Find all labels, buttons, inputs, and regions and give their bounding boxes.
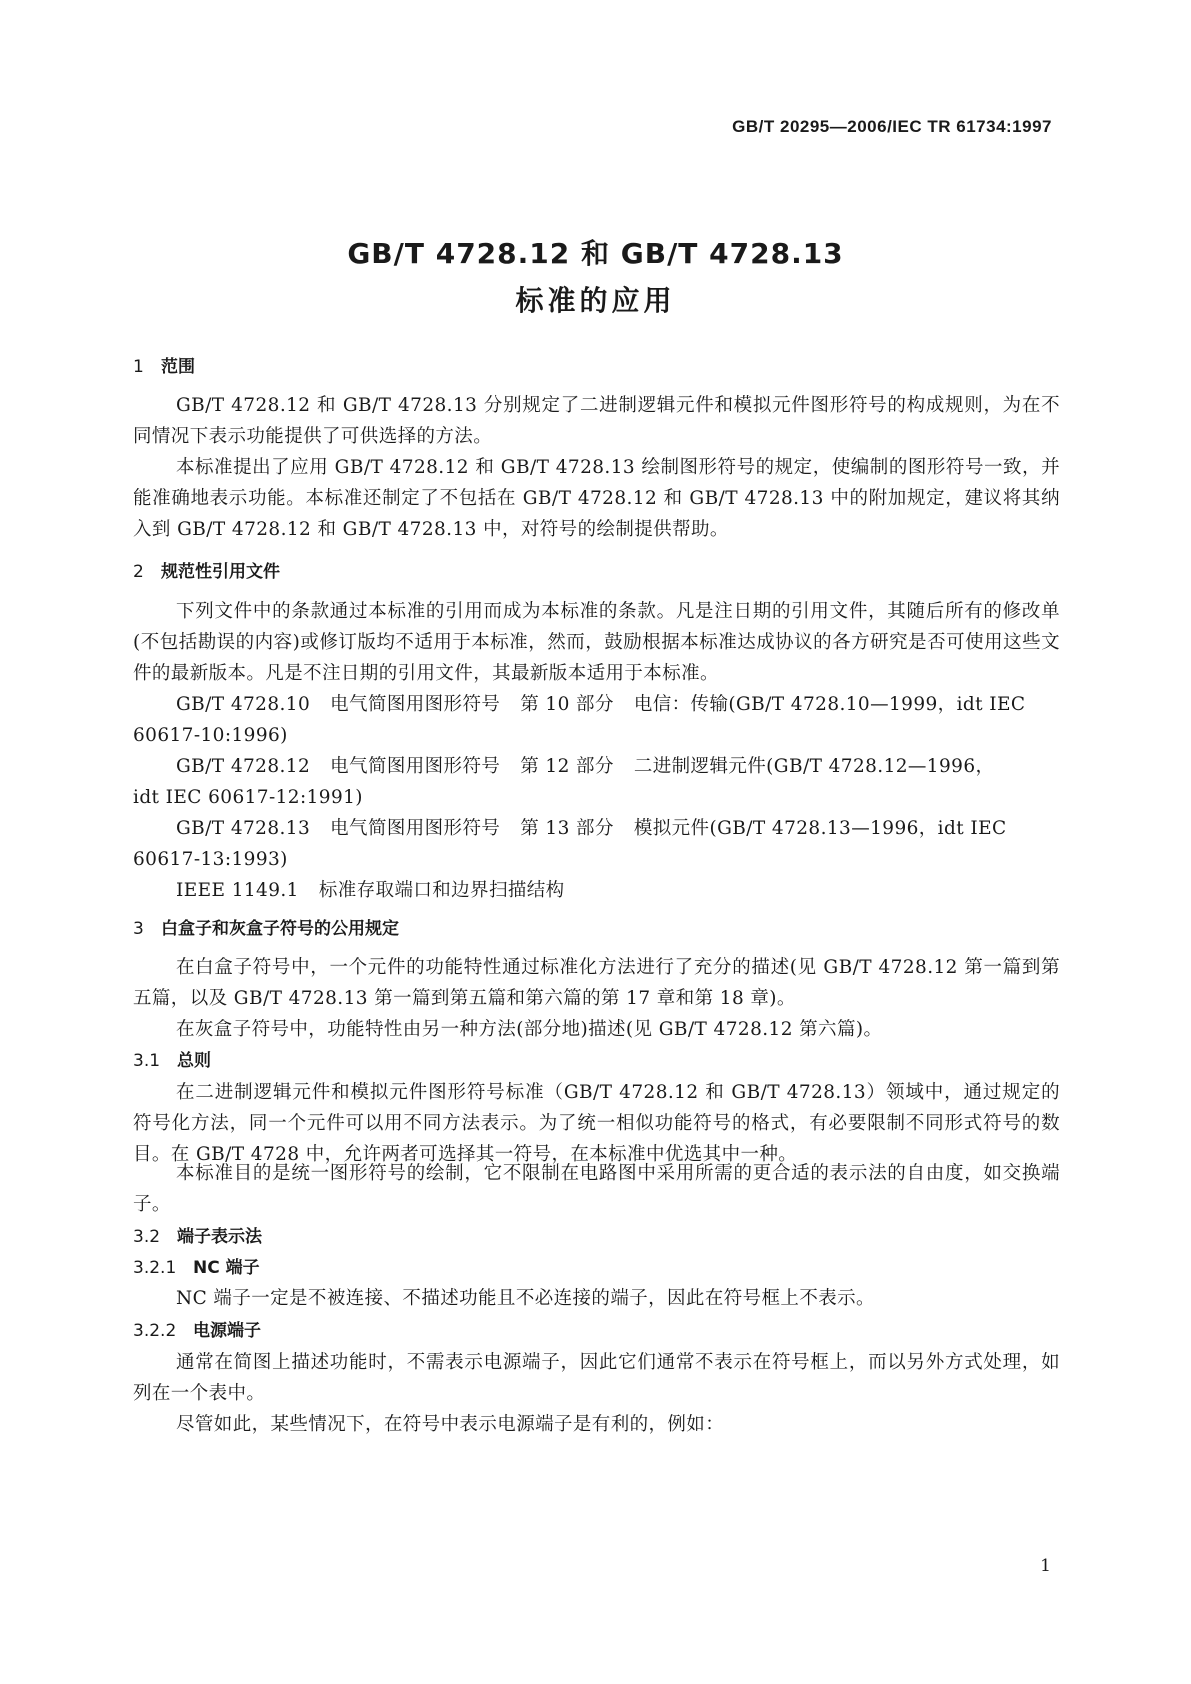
ref-detail-cont: 60617-10:1996) (133, 725, 288, 747)
section-heading-3-1 (133, 1046, 211, 1071)
section-title: 电源端子 (193, 1321, 261, 1341)
page-number: 1 (1040, 1556, 1051, 1576)
section-heading-3-2-1 (133, 1253, 260, 1278)
ref-detail: 模拟元件(GB/T 4728.13—1996，idt IEC (633, 818, 1007, 839)
section-heading-3-2 (133, 1222, 262, 1247)
section-number: 3 (133, 919, 144, 939)
paragraph: 本标准目的是统一图形符号的绘制，它不限制在电路图中采用所需的更合适的表示法的自由度，如交换端子。 (133, 1163, 1060, 1216)
ref-name: 电气简图用图形符号 (330, 756, 501, 777)
section-number: 3.2.2 (133, 1321, 177, 1341)
normative-reference (133, 875, 1060, 906)
section-number: 3.2.1 (133, 1258, 177, 1278)
section-title: 白盒子和灰盒子符号的公用规定 (161, 919, 399, 939)
section-title: 端子表示法 (177, 1227, 262, 1247)
document-title-line1: GB/T 4728.12 和 GB/T 4728.13 (347, 237, 844, 270)
ref-code: GB/T 4728.13 (176, 818, 311, 839)
paragraph: 在白盒子符号中，一个元件的功能特性通过标准化方法进行了充分的描述(见 GB/T 4728.12 第一篇到第五篇，以及 GB/T 4728.13 第一篇到第五篇和第六篇的第 17 章和第 18 章)。 (133, 957, 1060, 1010)
paragraph: NC 端子一定是不被连接、不描述功能且不必连接的端子，因此在符号框上不表示。 (176, 1288, 875, 1309)
ref-code: GB/T 4728.10 (176, 694, 311, 715)
ref-part: 第 12 部分 (520, 756, 614, 777)
ref-name: 电气简图用图形符号 (330, 818, 501, 839)
ref-detail: 二进制逻辑元件(GB/T 4728.12—1996， (633, 756, 995, 777)
section-heading-1 (133, 352, 195, 377)
ref-code: IEEE 1149.1 (176, 880, 299, 901)
ref-detail-cont: idt IEC 60617-12:1991) (133, 787, 363, 809)
section-title: 规范性引用文件 (161, 562, 280, 582)
ref-part: 第 13 部分 (520, 818, 614, 839)
section-title: NC 端子 (193, 1258, 260, 1278)
normative-reference (133, 813, 1060, 875)
paragraph: 通常在简图上描述功能时，不需表示电源端子，因此它们通常不表示在符号框上，而以另外方式处理，如列在一个表中。 (133, 1352, 1060, 1405)
document-title-line2: 标准的应用 (515, 284, 676, 317)
standard-code: GB/T 20295—2006/IEC TR 61734:1997 (732, 117, 1052, 136)
ref-detail: 电信：传输(GB/T 4728.10—1999，idt IEC (633, 694, 1026, 715)
paragraph: 本标准提出了应用 GB/T 4728.12 和 GB/T 4728.13 绘制图形符号的规定，使编制的图形符号一致，并能准确地表示功能。本标准还制定了不包括在 GB/T 4728.12 和 GB/T 4728.13 中的附加规定，建议将其纳入到 GB/T 4728.12 和 GB/T 4728.13 中，对符号的绘制提供帮助。 (133, 457, 1060, 541)
paragraph: 下列文件中的条款通过本标准的引用而成为本标准的条款。凡是注日期的引用文件，其随后所有的修改单(不包括勘误的内容)或修订版均不适用于本标准，然而，鼓励根据本标准达成协议的各方研究是否可使用这些文件的最新版本。凡是不注日期的引用文件，其最新版本适用于本标准。 (133, 601, 1060, 685)
paragraph: 在二进制逻辑元件和模拟元件图形符号标准（GB/T 4728.12 和 GB/T 4728.13）领域中，通过规定的符号化方法，同一个元件可以用不同方法表示。为了统一相似功能符号的格式，有必要限制不同形式符号的数目。在 GB/T 4728 中，允许两者可选择其一符号，在本标准中优选其中一种。 (133, 1082, 1060, 1166)
section-heading-3 (133, 914, 399, 939)
section-title: 总则 (177, 1051, 211, 1071)
section-number: 2 (133, 562, 144, 582)
section-number: 3.2 (133, 1227, 161, 1247)
ref-detail-cont: 60617-13:1993) (133, 849, 288, 871)
section-heading-2 (133, 557, 280, 582)
paragraph: 在灰盒子符号中，功能特性由另一种方法(部分地)描述(见 GB/T 4728.12 第六篇)。 (176, 1019, 883, 1040)
paragraph: 尽管如此，某些情况下，在符号中表示电源端子是有利的，例如： (176, 1414, 725, 1435)
paragraph: GB/T 4728.12 和 GB/T 4728.13 分别规定了二进制逻辑元件和模拟元件图形符号的构成规则，为在不同情况下表示功能提供了可供选择的方法。 (133, 395, 1060, 448)
ref-name: 标准存取端口和边界扫描结构 (318, 880, 565, 901)
ref-part: 第 10 部分 (520, 694, 614, 715)
normative-reference (133, 689, 1060, 751)
ref-name: 电气简图用图形符号 (330, 694, 501, 715)
section-heading-3-2-2 (133, 1316, 261, 1341)
section-title: 范围 (161, 357, 195, 377)
section-number: 3.1 (133, 1051, 161, 1071)
normative-reference (133, 751, 1060, 813)
section-number: 1 (133, 357, 144, 377)
ref-code: GB/T 4728.12 (176, 756, 311, 777)
